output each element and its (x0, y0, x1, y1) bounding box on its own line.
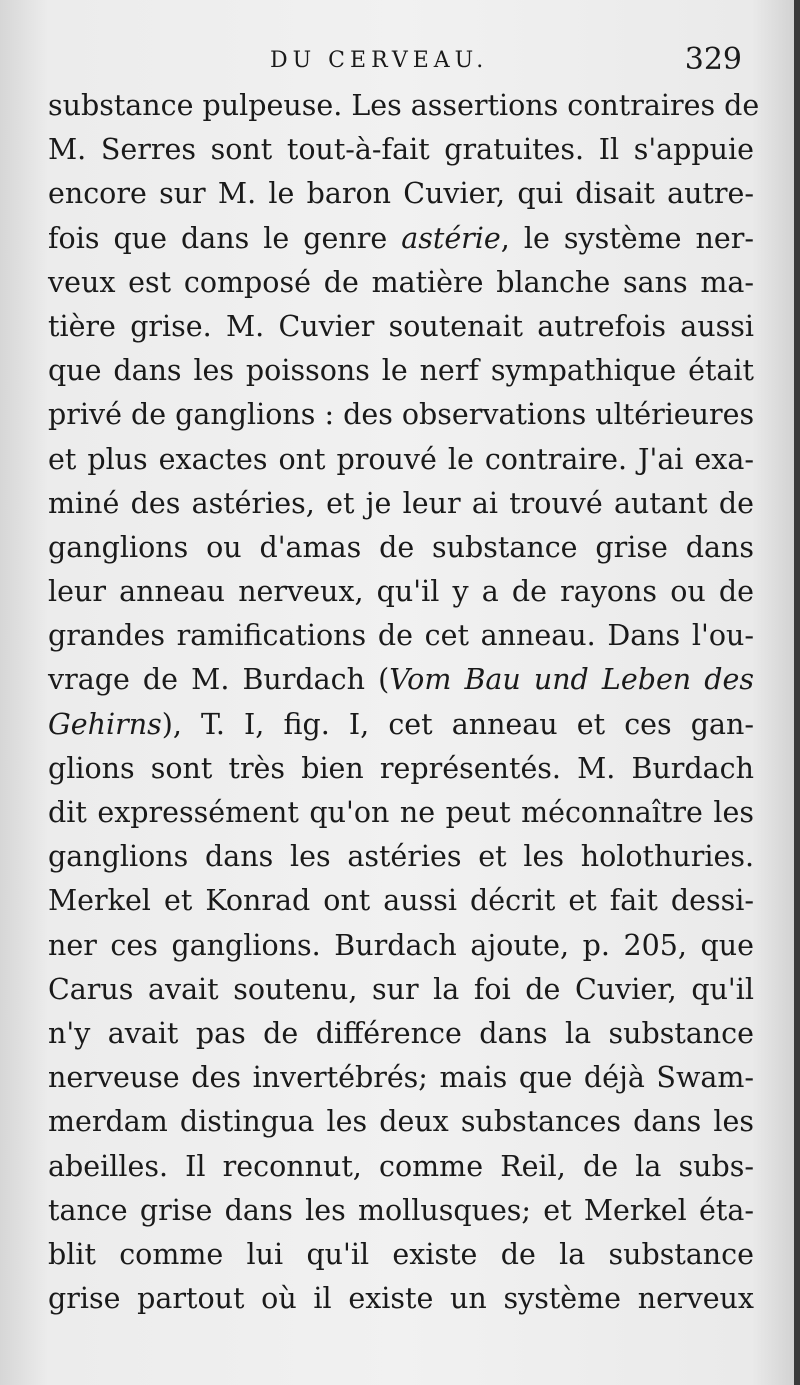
text-run: Carus avait soutenu, sur la foi de Cuvier, qu'il (48, 972, 754, 1006)
text-line (48, 614, 754, 658)
text-run: glions sont très bien représentés. M. Burdach (48, 751, 754, 785)
text-run: Merkel et Konrad ont aussi décrit et fait dessi- (48, 884, 754, 918)
text-line (48, 305, 754, 349)
text-line (48, 172, 754, 216)
text-run: dit expressément qu'on ne peut méconnaître les (48, 796, 754, 829)
text-run: substance pulpeuse. Les assertions contraires de (48, 89, 760, 122)
text-run: ner ces ganglions. Burdach ajoute, p. 205, que (48, 928, 754, 962)
text-run: et plus exactes ont prouvé le contraire. J'ai exa- (48, 442, 754, 476)
text-line (48, 393, 754, 437)
text-line (48, 438, 754, 482)
text-run: veux est composé de matière blanche sans ma- (48, 265, 754, 299)
text-run: ganglions dans les astéries et les holothuries. (48, 840, 754, 874)
text-line (48, 791, 754, 835)
text-line (48, 1233, 754, 1277)
text-run: nerveuse des invertébrés; mais que déjà Swam- (48, 1061, 754, 1095)
text-line (48, 128, 754, 172)
body-text (48, 84, 760, 1321)
italic-text-run: astérie (401, 221, 501, 255)
text-run: leur anneau nerveux, qu'il y a de rayons ou de (48, 575, 754, 609)
page-number: 329 (684, 42, 742, 77)
text-run: grise partout où il existe un système nerveux (48, 1282, 754, 1316)
text-run: fois que dans le genre (48, 221, 402, 255)
text-line (48, 835, 754, 879)
text-run: n'y avait pas de différence dans la substance (48, 1016, 754, 1050)
italic-text-run: Gehirns (48, 707, 162, 741)
text-line (48, 1012, 754, 1056)
text-line (48, 1056, 754, 1100)
text-run: grandes ramifications de cet anneau. Dans l'ou- (48, 619, 754, 653)
text-line (48, 1277, 754, 1321)
page-header (0, 42, 800, 82)
text-run: privé de ganglions : des observations ultérieures (48, 398, 755, 432)
text-line (48, 968, 754, 1012)
text-line (48, 84, 760, 128)
text-line (48, 261, 754, 305)
text-run: , le système ner- (500, 221, 754, 255)
text-line (48, 1100, 754, 1144)
text-run: merdam distingua les deux substances dans les (48, 1105, 754, 1139)
text-run: miné des astéries, et je leur ai trouvé autant de (48, 486, 754, 520)
text-line (48, 482, 754, 526)
text-line (48, 658, 754, 702)
text-line (48, 1189, 754, 1233)
text-line (48, 703, 754, 747)
text-line (48, 1145, 754, 1189)
text-line (48, 570, 754, 614)
text-run: vrage de M. Burdach ( (48, 663, 390, 697)
text-run: que dans les poissons le nerf sympathique était (48, 354, 754, 388)
text-line (48, 747, 754, 791)
text-line (48, 924, 754, 968)
text-run: encore sur M. le baron Cuvier, qui disait autre- (48, 177, 754, 211)
text-run: abeilles. Il reconnut, comme Reil, de la subs- (48, 1149, 754, 1183)
text-run: tière grise. M. Cuvier soutenait autrefois aussi (48, 309, 754, 343)
text-line (48, 526, 754, 570)
text-line (48, 349, 754, 393)
text-run: tance grise dans les mollusques; et Merkel éta- (48, 1193, 754, 1227)
text-run: ), T. I, fig. I, cet anneau et ces gan- (161, 707, 754, 741)
text-run: blit comme lui qu'il existe de la substance (48, 1237, 754, 1271)
text-run: ganglions ou d'amas de substance grise dans (48, 530, 754, 564)
text-line (48, 217, 754, 261)
page-edge-shadow (794, 0, 800, 1385)
text-line (48, 879, 754, 923)
italic-text-run: Vom Bau und Leben des (389, 663, 755, 697)
running-head: DU CERVEAU. (270, 48, 489, 73)
text-run: M. Serres sont tout-à-fait gratuites. Il s'appuie (48, 133, 754, 167)
